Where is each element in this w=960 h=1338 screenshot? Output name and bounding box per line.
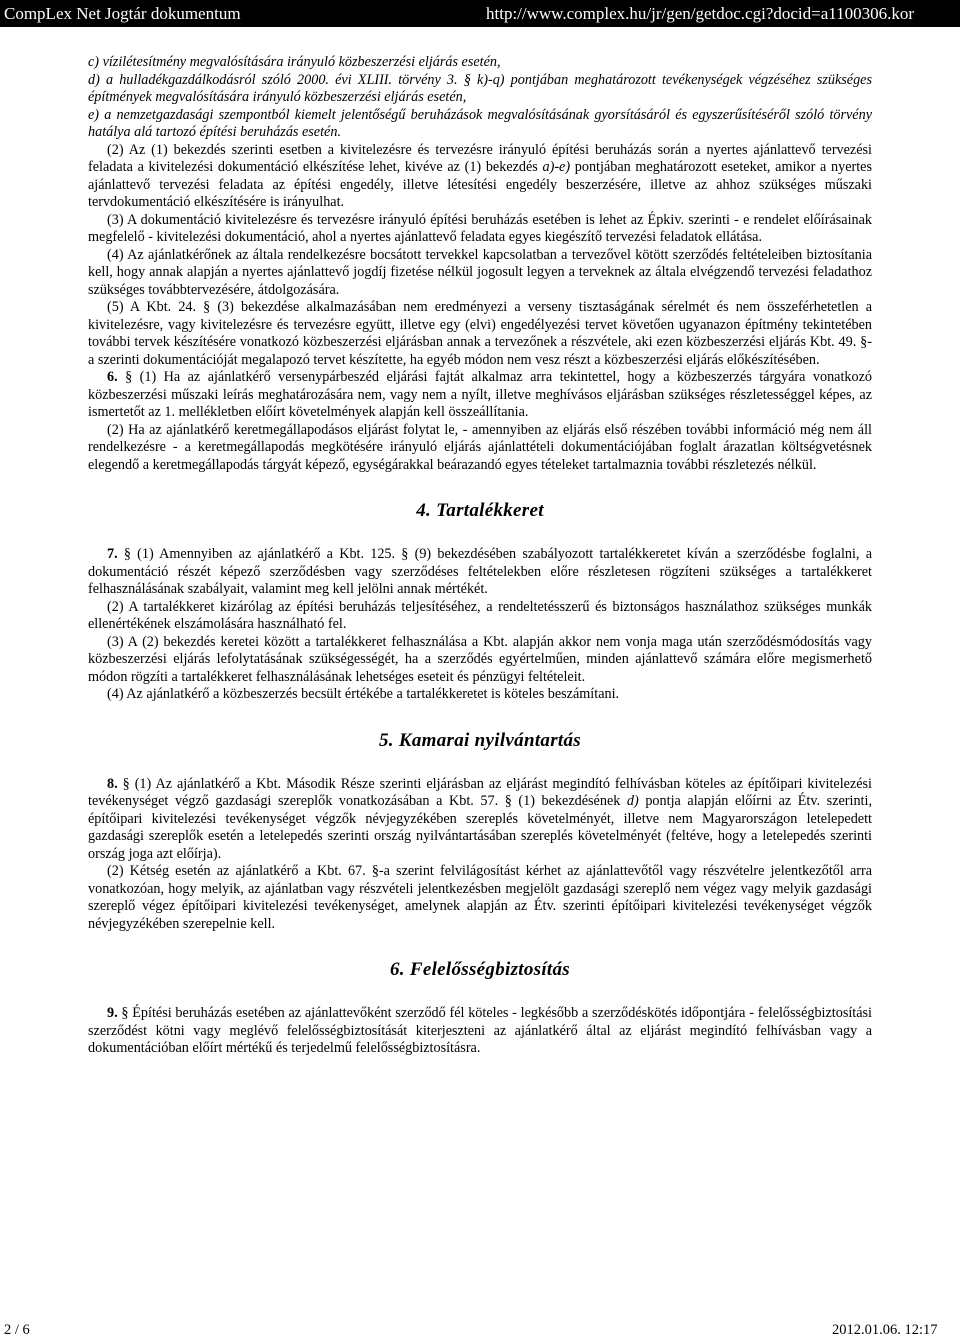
document-title: CompLex Net Jogtár dokumentum	[4, 4, 241, 23]
document-body	[88, 54, 872, 1058]
paragraph-text: § (1) Ha az ajánlatkérő versenypárbeszéd eljárási fajtát alkalmaz arra tekintettel, hogy a közbeszerzés tárgyára vonatkozó közbeszerzési műszaki leírás meghatározására nem, vagy nem a nyílt, illetve meghívásos eljárásban szükséges részletességgel képes, az ismertetőt az 1. mellékletben előírt követelmények alapján kell összeállítania.	[88, 369, 872, 420]
paragraph-text: pontjában meghatározott eseteket, amikor a nyertes ajánlattevő tervezési feladata az építési engedély, illetve létesítési engedély beszerzésére, illetve az ahhoz szükséges műszaki tervdokumentáció elkészítésére is irányulhat.	[88, 159, 872, 210]
paragraph	[88, 369, 872, 422]
paragraph-text: § Építési beruházás esetében az ajánlattevőként szerződő fél köteles - legkésőbb a szerződéskötés időpontjára - felelősségbiztosítási szerződést kötni vagy meglévő felelősségbiztosítását kiterjeszteni az ajánlatkérő által az eljárást megindító felhívásban vagy a dokumentációban előírt mértékű és terjedelmű felelősségbiztosításra.	[88, 1005, 872, 1056]
paragraph	[88, 142, 872, 212]
paragraph	[88, 247, 872, 300]
paragraph	[88, 422, 872, 475]
document-header-bar	[0, 0, 960, 27]
paragraph	[88, 863, 872, 933]
section-number: 8.	[107, 775, 118, 792]
section-heading: 6. Felelősségbiztosítás	[389, 959, 570, 980]
document-url: http://www.complex.hu/jr/gen/getdoc.cgi?docid=a1100306.kor	[486, 4, 915, 23]
section-heading: 4. Tartalékkeret	[416, 500, 544, 521]
paragraph	[88, 599, 872, 634]
paragraph-text: § (1) Az ajánlatkérő a Kbt. Második Része szerinti eljárásban az eljárást megindító felhívásban köteles az építőipari kivitelezési tevékenységet végző gazdasági szereplők vonatkozásában a Kbt. 57. § (1) bekezdésének	[88, 775, 872, 809]
italic-text: d) a hulladékgazdálkodásról szóló 2000. évi XLIII. törvény 3. § k)-q) pontjában meghatározott tevékenységek végzéséhez szükséges építmények megvalósítására irányuló közbeszerzési eljárás esetén,	[88, 71, 872, 105]
paragraph-text: § (1) Amennyiben az ajánlatkérő a Kbt. 125. § (9) bekezdésében szabályozott tartalékkeretet kíván a szerződésbe foglalni, a dokumentáció részét képező szerződésben vagy szerződéses feltételekben előre részletesen rögzíteni szükséges a tartalékkeret felhasználásának szabályait, valamint meg kell jelölni annak mértékét.	[88, 546, 872, 597]
print-timestamp: 2012.01.06. 12:17	[832, 1322, 938, 1338]
paragraph-text: (5) A Kbt. 24. § (3) bekezdése alkalmazásában nem eredményezi a verseny tisztaságának sérelmét és nem összeférhetetlen a kivitelezésre, vagy kivitelezésre és tervezésre együtt, illetve egy (elvi) engedélyezési tervet követően ugyanazon építmény tekintetében további tervek készítésére vonatkozó közbeszerzési eljárásban annak a tervezőnek a részvétele, aki ezen közbeszerzési eljárás Kbt. 49. §-a szerinti dokumentációját megalapozó tervet készítette, ha egyéb módon nem vesz részt a közbeszerzési eljárás előkészítésében.	[88, 299, 872, 368]
section-heading: 5. Kamarai nyilvántartás	[379, 729, 581, 751]
paragraph	[88, 299, 872, 369]
section-number: 7.	[107, 546, 118, 562]
paragraph	[88, 634, 872, 687]
paragraph	[88, 1005, 872, 1058]
italic-text: e) a nemzetgazdasági szempontból kiemelt jelentőségű beruházások megvalósításának gyorsításáról és egyszerűsítéséről szóló törvény hatálya alá tartozó építési beruházás esetén.	[88, 106, 872, 140]
page-number: 2 / 6	[4, 1322, 30, 1338]
paragraph	[88, 212, 872, 247]
paragraph	[88, 776, 872, 864]
paragraph-text: pontja alapján előírni az Étv. szerinti, építőipari kivitelezési tevékenységet végzők névjegyzékében szereplés követelményét, illetve nem Magyarországon letelepedett gazdasági szereplők esetén a letelepedés szerinti ország nyilvántartásában szereplés követelményét (feltéve, hogy a letelepedés szerinti ország joga azt előírja).	[88, 793, 872, 862]
paragraph-text: (3) A (2) bekezdés keretei között a tartalékkeret felhasználása a Kbt. alapján akkor nem vonja maga után szerződésmódosítás vagy közbeszerzési eljárás lefolytatásának szükségességét, ha a szerződés egyértelműen, minden ajánlattevő számára előre megismerhető módon rögzíti a tartalékkeret felhasználásának lehetséges eseteit és pénzügyi feltételeit.	[88, 633, 872, 685]
paragraph-text: (2) Az (1) bekezdés szerinti esetben a kivitelezésre és tervezésre irányuló építési beruházás során a nyertes ajánlattevő tervezési feladata a kivitelezési dokumentáció elkészítése lehet, kivéve az (1) bekezdés	[88, 141, 872, 175]
paragraph-text: (2) Kétség esetén az ajánlatkérő a Kbt. 67. §-a szerint felvilágosítást kérhet az ajánlattevőtől vagy részvételre jelentkezőtől arra vonatkozóan, hogy melyik, az ajánlatban vagy részvételi jelentkezésben megjelölt gazdasági szereplő nem végez vagy melyik gazdasági szereplő végez építőipari kivitelezési tevékenységet, amelynek alapján az Étv. szerinti építőipari kivitelezési tevékenységet végzők névjegyzékében szerepelnie kell.	[88, 863, 872, 932]
paragraph	[88, 107, 872, 142]
section-number: 6.	[107, 369, 118, 385]
paragraph-text: (4) Az ajánlatkérő a közbeszerzés becsült értékébe a tartalékkeretet is köteles beszámítani.	[107, 686, 620, 702]
paragraph	[88, 54, 872, 72]
italic-text: a)-e)	[542, 159, 571, 175]
paragraph	[88, 72, 872, 107]
paragraph	[88, 546, 872, 599]
paragraph-text: (4) Az ajánlatkérőnek az általa rendelkezésre bocsátott tervekkel kapcsolatban a tervezővel kötött szerződés feltételeiben biztosítania kell, hogy annak alapján a nyertes ajánlattevő jogdíj fizetése nélkül jogosult legyen a terveknek az általa elvégzendő tervezési feladathoz szükséges továbbtervezésére, átdolgozására.	[88, 246, 872, 298]
paragraph-text: (2) Ha az ajánlatkérő keretmegállapodásos eljárást folytat le, - amennyiben az eljárás első részében további információ még nem áll rendelkezésre - a keretmegállapodás megkötésére irányuló eljárás ajánlattételi dokumentációjában foglalt árazatlan költségvetésnek elegendő a keretmegállapodás tárgyát képező, egységárakkal beárazandó egyes tételeket tartalmaznia további részletezés nélkül.	[88, 421, 872, 473]
section-number: 9.	[107, 1005, 118, 1021]
paragraph-text: (2) A tartalékkeret kizárólag az építési beruházás teljesítéséhez, a rendeltetésszerű és biztonságos használathoz szükséges munkák ellenértékének elszámolására használható fel.	[88, 598, 872, 632]
paragraph-text: (3) A dokumentáció kivitelezésre és tervezésre irányuló építési beruházás esetében is lehet az Épkiv. szerinti - e rendelet előírásainak megfelelő - kivitelezési dokumentáció, ahol a nyertes ajánlattevő feladata egyes kiegészítő tervezési feladatok ellátása.	[88, 211, 872, 245]
italic-text: c) vízilétesítmény megvalósítására irányuló közbeszerzési eljárás esetén,	[88, 54, 501, 70]
paragraph	[88, 686, 872, 704]
italic-text: d)	[626, 793, 639, 809]
